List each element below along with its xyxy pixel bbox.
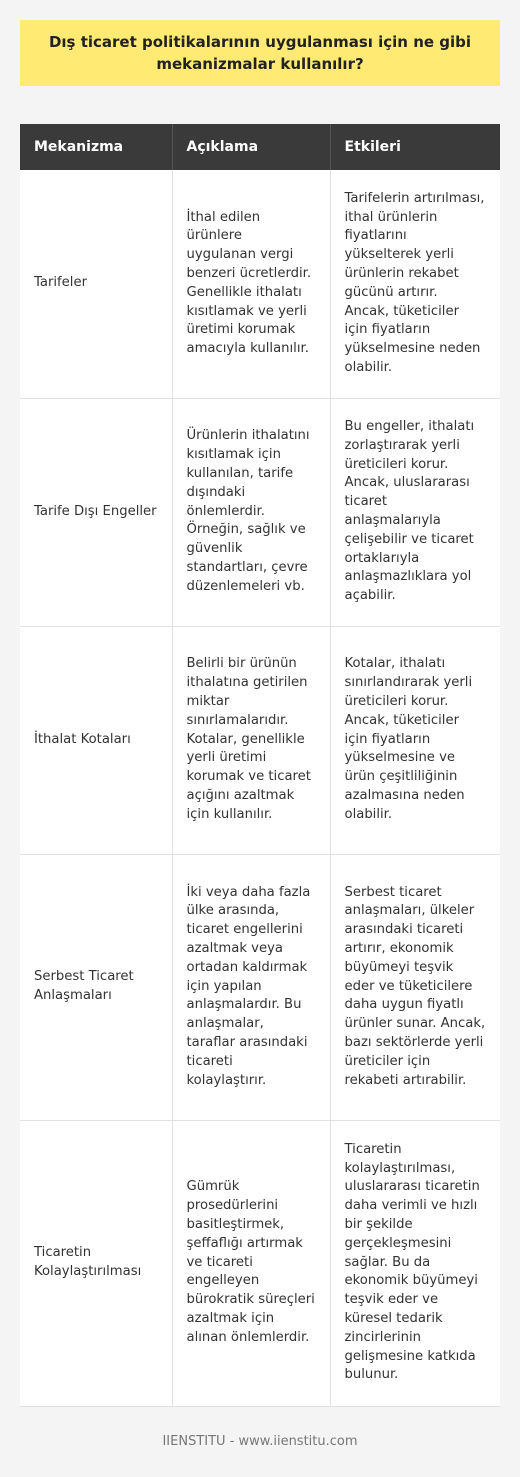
column-header-description: Açıklama: [172, 124, 330, 170]
column-header-mechanism: Mekanizma: [20, 124, 172, 170]
cell-description: Ürünlerin ithalatını kısıtlamak için kullanılan, tarife dışındaki önlemlerdir. Örneğin, sağlık ve güvenlik standartları, çevre düzenlemeleri vb.: [172, 398, 330, 626]
table-row: [20, 854, 500, 1120]
cell-mechanism: Ticaretin Kolaylaştırılması: [20, 1120, 172, 1406]
table-row: [20, 1120, 500, 1406]
table-row: [20, 398, 500, 626]
title-banner: [20, 20, 500, 86]
cell-description: İthal edilen ürünlere uygulanan vergi benzeri ücretlerdir. Genellikle ithalatı kısıtlamak ve yerli üretimi korumak amacıyla kullanılır.: [172, 170, 330, 398]
cell-effects: Tarifelerin artırılması, ithal ürünlerin fiyatlarını yükselterek yerli ürünlerin rekabet gücünü artırır. Ancak, tüketiciler için fiyatların yükselmesine neden olabilir.: [330, 170, 500, 398]
cell-effects: Kotalar, ithalatı sınırlandırarak yerli üreticileri korur. Ancak, tüketiciler için fiyatların yükselmesine ve ürün çeşitliliğinin azalmasına neden olabilir.: [330, 626, 500, 854]
cell-description: İki veya daha fazla ülke arasında, ticaret engellerini azaltmak veya ortadan kaldırmak için yapılan anlaşmalardır. Bu anlaşmalar, taraflar arasındaki ticareti kolaylaştırır.: [172, 854, 330, 1120]
cell-effects: Bu engeller, ithalatı zorlaştırarak yerli üreticileri korur. Ancak, uluslararası ticaret anlaşmalarıyla çelişebilir ve ticaret ortaklarıyla anlaşmazlıklara yol açabilir.: [330, 398, 500, 626]
cell-mechanism: Tarife Dışı Engeller: [20, 398, 172, 626]
cell-description: Belirli bir ürünün ithalatına getirilen miktar sınırlamalarıdır. Kotalar, genellikle yerli üretimi korumak ve ticaret açığını azaltmak için kullanılır.: [172, 626, 330, 854]
mechanisms-table: [20, 124, 500, 1407]
cell-effects: Serbest ticaret anlaşmaları, ülkeler arasındaki ticareti artırır, ekonomik büyümeyi teşvik eder ve tüketicilere daha uygun fiyatlı ürünler sunar. Ancak, bazı sektörlerde yerli üreticiler için rekabeti artırabilir.: [330, 854, 500, 1120]
page-title: Dış ticaret politikalarının uygulanması için ne gibi mekanizmalar kullanılır?: [48, 33, 472, 73]
cell-mechanism: İthalat Kotaları: [20, 626, 172, 854]
cell-effects: Ticaretin kolaylaştırılması, uluslararası ticaretin daha verimli ve hızlı bir şekilde gerçekleşmesini sağlar. Bu da ekonomik büyümeyi teşvik eder ve küresel tedarik zincirlerinin gelişmesine katkıda bulunur.: [330, 1120, 500, 1406]
footer-credit: IIENSTITU - www.iienstitu.com: [162, 1434, 358, 1449]
cell-description: Gümrük prosedürlerini basitleştirmek, şeffaflığı artırmak ve ticareti engelleyen bürokratik süreçleri azaltmak için alınan önlemlerdir.: [172, 1120, 330, 1406]
column-header-effects: Etkileri: [330, 124, 500, 170]
table-header-row: [20, 124, 500, 170]
table-row: [20, 170, 500, 398]
cell-mechanism: Serbest Ticaret Anlaşmaları: [20, 854, 172, 1120]
cell-mechanism: Tarifeler: [20, 170, 172, 398]
table-row: [20, 626, 500, 854]
